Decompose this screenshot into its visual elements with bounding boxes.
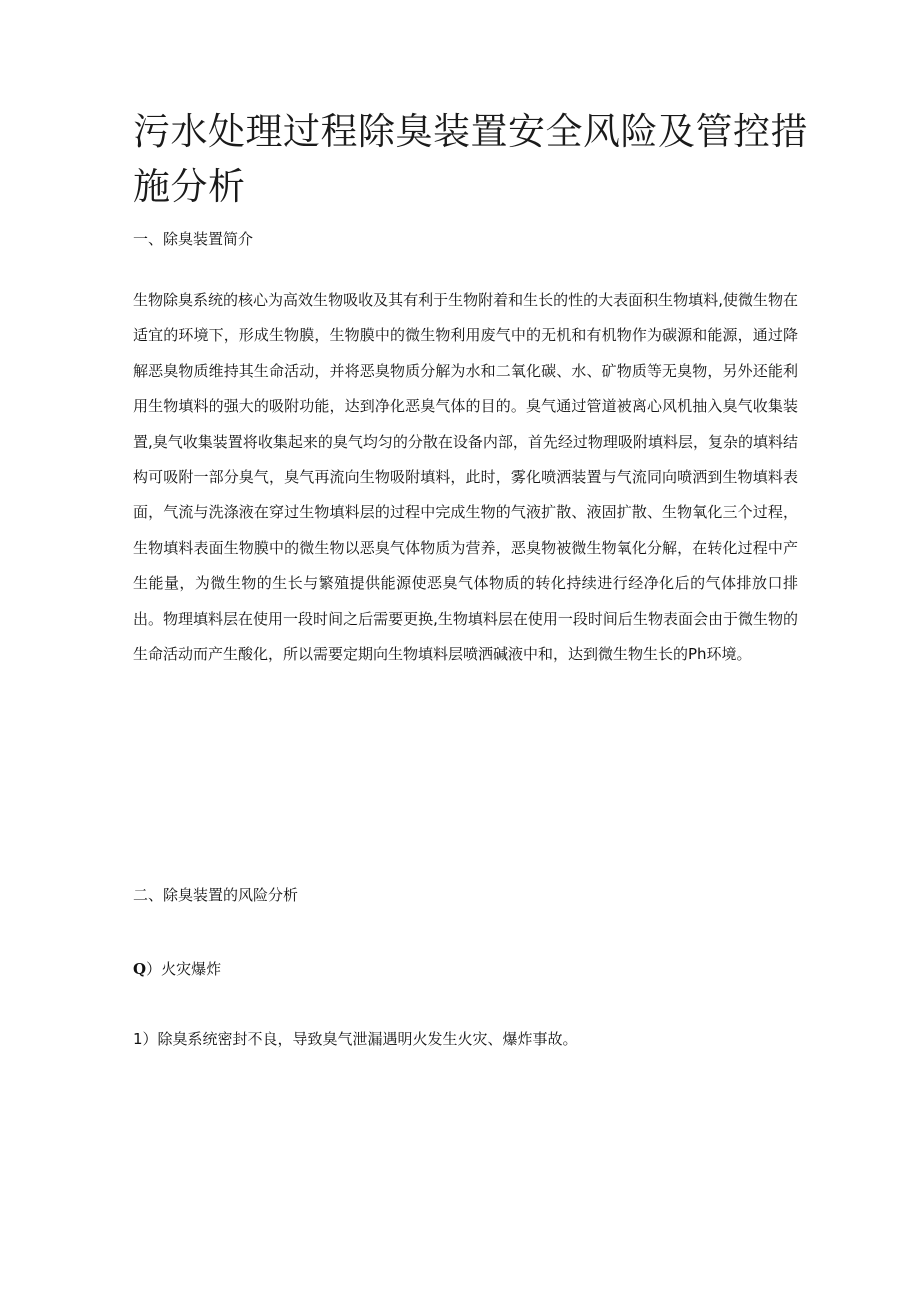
section-body-introduction: 生物除臭系统的核心为高效生物吸收及其有利于生物附着和生长的性的大表面积生物填料,使微生物在适宜的环境下，形成生物膜，生物膜中的微生物利用废气中的无机和有机物作为碳源和能源，通过降解恶臭物质维持其生命活动，并将恶臭物质分解为水和二氧化碳、水、矿物质等无臭物，另外还能利用生物填料的强大的吸附功能，达到净化恶臭气体的目的。臭气通过管道被离心风机抽入臭气收集装置,臭气收集装置将收集起来的臭气均匀的分散在设备内部，首先经过物理吸附填料层，复杂的填料结构可吸附一部分臭气，臭气再流向生物吸附填料，此时，雾化喷洒装置与气流同向喷洒到生物填料表面，气流与洗涤液在穿过生物填料层的过程中完成生物的气液扩散、液固扩散、生物氧化三个过程，生物填料表面生物膜中的微生物以恶臭气体物质为营养，恶臭物被微生物氧化分解，在转化过程中产生能量，为微生物的生长与繁殖提供能源使恶臭气体物质的转化持续进行经净化后的气体排放口排出。物理填料层在使用一段时间之后需要更换,生物填料层在使用一段时间后生物表面会由于微生物的生命活动而产生酸化，所以需要定期向生物填料层喷洒碱液中和，达到微生物生长的Ph环境。	[133, 291, 798, 664]
subsection-number-mark: Q	[133, 960, 147, 978]
list-item: 1）除臭系统密封不良，导致臭气泄漏遇明火发生火灾、爆炸事故。	[133, 1030, 578, 1048]
subsection-heading-text: ）火灾爆炸	[146, 960, 222, 978]
subsection-heading-fire-explosion	[133, 958, 221, 980]
section-heading-risk-analysis: 二、除臭装置的风险分析	[133, 886, 299, 904]
document-title: 污水处理过程除臭装置安全风险及管控措施分析	[133, 110, 808, 208]
section-heading-introduction: 一、除臭装置简介	[133, 230, 254, 248]
